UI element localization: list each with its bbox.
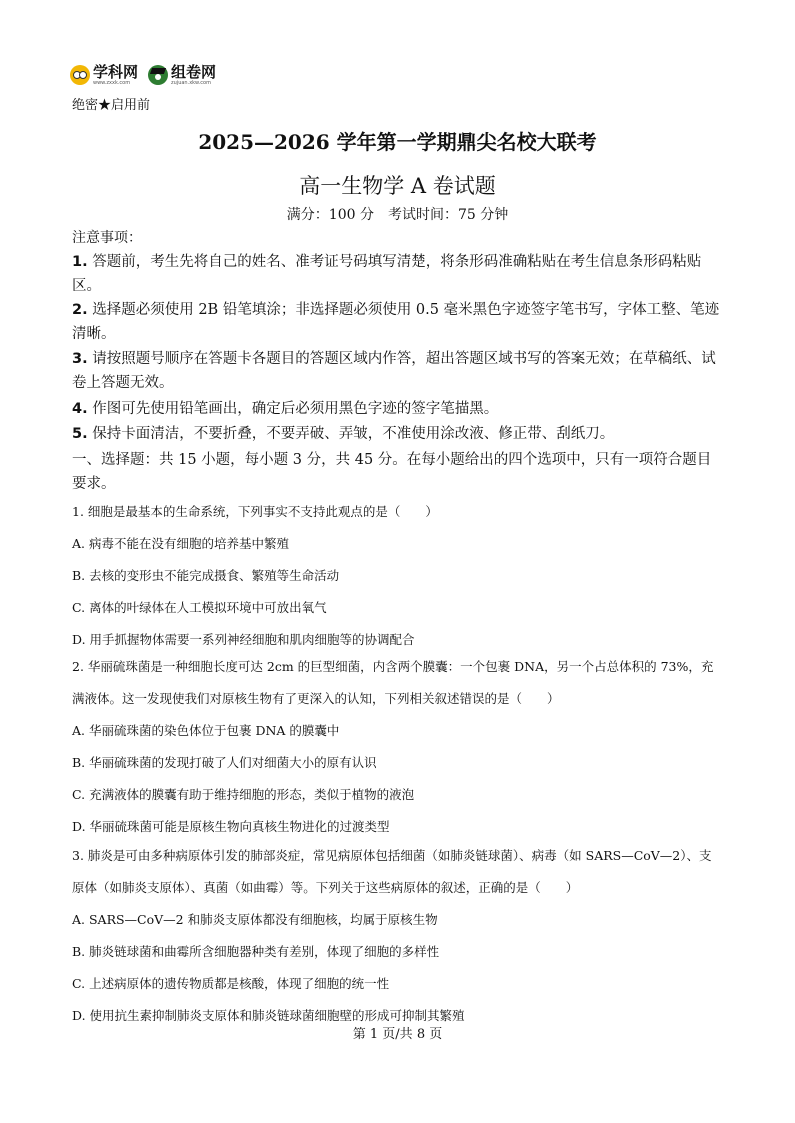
exam-subtitle: 高一生物学 A 卷试题 — [299, 174, 496, 198]
option-b: B. 肺炎链球菌和曲霉所含细胞器种类有差别，体现了细胞的多样性 — [72, 944, 440, 959]
option-a: A. 华丽硫珠菌的染色体位于包裹 DNA 的膜囊中 — [72, 723, 340, 738]
notice-num: 4. — [72, 401, 88, 417]
owl-logo-icon — [70, 65, 90, 85]
exam-title: 2025—2026 学年第一学期鼎尖名校大联考 — [198, 130, 597, 154]
notice-item-3 — [72, 347, 722, 395]
question-stem: 3. 肺炎是可由多种病原体引发的肺部炎症，常见病原体包括细菌（如肺炎链球菌）、病毒（如 SARS—CoV—2）、支原体（如肺炎支原体）、真菌（如曲霉）等。下列关于这些病原体的叙述，正确的是（ ） — [72, 848, 712, 895]
notice-item-1 — [72, 250, 722, 298]
page-number: 第 1 页/共 8 页 — [352, 1027, 443, 1042]
header-logos — [70, 60, 226, 90]
option-d: D. 华丽硫珠菌可能是原核生物向真核生物进化的过渡类型 — [72, 819, 390, 834]
logo1-sub: www.zxxk.com — [93, 79, 131, 86]
option-d: D. 用手抓握物体需要一系列神经细胞和肌肉细胞等的协调配合 — [72, 632, 415, 647]
question-stem: 1. 细胞是最基本的生命系统，下列事实不支持此观点的是（ ） — [72, 504, 438, 519]
notice-num: 3. — [72, 351, 88, 367]
section-heading: 一、选择题：共 15 小题，每小题 3 分，共 45 分。在每小题给出的四个选项中，只有一项符合题目要求。 — [72, 452, 712, 492]
option-c: C. 上述病原体的遗传物质都是核酸，体现了细胞的统一性 — [72, 976, 390, 991]
notice-text: 请按照题号顺序在答题卡各题目的答题区域内作答，超出答题区域书写的答案无效；在草稿纸、试卷上答题无效。 — [72, 351, 716, 391]
option-d: D. 使用抗生素抑制肺炎支原体和肺炎链球菌细胞壁的形成可抑制其繁殖 — [72, 1008, 465, 1023]
notice-text: 保持卡面清洁，不要折叠，不要弄破、弄皱，不准使用涂改液、修正带、刮纸刀。 — [92, 426, 615, 442]
notice-item-2 — [72, 298, 722, 346]
option-b: B. 华丽硫珠菌的发现打破了人们对细菌大小的原有认识 — [72, 755, 377, 770]
confidential-label: 绝密★启用前 — [72, 98, 151, 113]
question-stem: 2. 华丽硫珠菌是一种细胞长度可达 2cm 的巨型细菌，内含两个膜囊：一个包裹 DNA，另一个占总体积的 73%，充满液体。这一发现使我们对原核生物有了更深入的认知，下列相关叙述错误的是（ ） — [72, 659, 714, 706]
xuekewang-logo — [70, 62, 139, 86]
notice-text: 答题前，考生先将自己的姓名、准考证号码填写清楚，将条形码准确粘贴在考生信息条形码粘贴区。 — [72, 254, 702, 294]
score-time-info: 满分：100 分 考试时间：75 分钟 — [286, 207, 509, 223]
notice-item-5 — [72, 422, 722, 446]
notice-num: 2. — [72, 302, 88, 318]
option-a: A. SARS—CoV—2 和肺炎支原体都没有细胞核，均属于原核生物 — [72, 912, 438, 927]
logo2-sub: zujuan.xkw.com — [171, 79, 211, 86]
logo1-name: 学科网 — [93, 62, 139, 81]
logo2-name: 组卷网 — [171, 62, 217, 81]
zujuanwang-logo — [148, 62, 217, 86]
notice-heading: 注意事项： — [72, 230, 142, 246]
notice-num: 5. — [72, 426, 88, 442]
notice-text: 作图可先使用铅笔画出，确定后必须用黑色字迹的签字笔描黑。 — [92, 401, 499, 417]
notice-num: 1. — [72, 254, 88, 270]
question-3 — [72, 840, 722, 1032]
option-b: B. 去核的变形虫不能完成摄食、繁殖等生命活动 — [72, 568, 340, 583]
notice-item-4 — [72, 397, 722, 421]
option-c: C. 离体的叶绿体在人工模拟环境中可放出氧气 — [72, 600, 327, 615]
option-c: C. 充满液体的膜囊有助于维持细胞的形态，类似于植物的液泡 — [72, 787, 415, 802]
graduation-cap-icon — [148, 65, 168, 85]
question-1 — [72, 496, 722, 656]
notice-text: 选择题必须使用 2B 铅笔填涂；非选择题必须使用 0.5 毫米黑色字迹签字笔书写，字体工整、笔迹清晰。 — [72, 302, 720, 342]
question-2 — [72, 651, 722, 843]
option-a: A. 病毒不能在没有细胞的培养基中繁殖 — [72, 536, 289, 551]
